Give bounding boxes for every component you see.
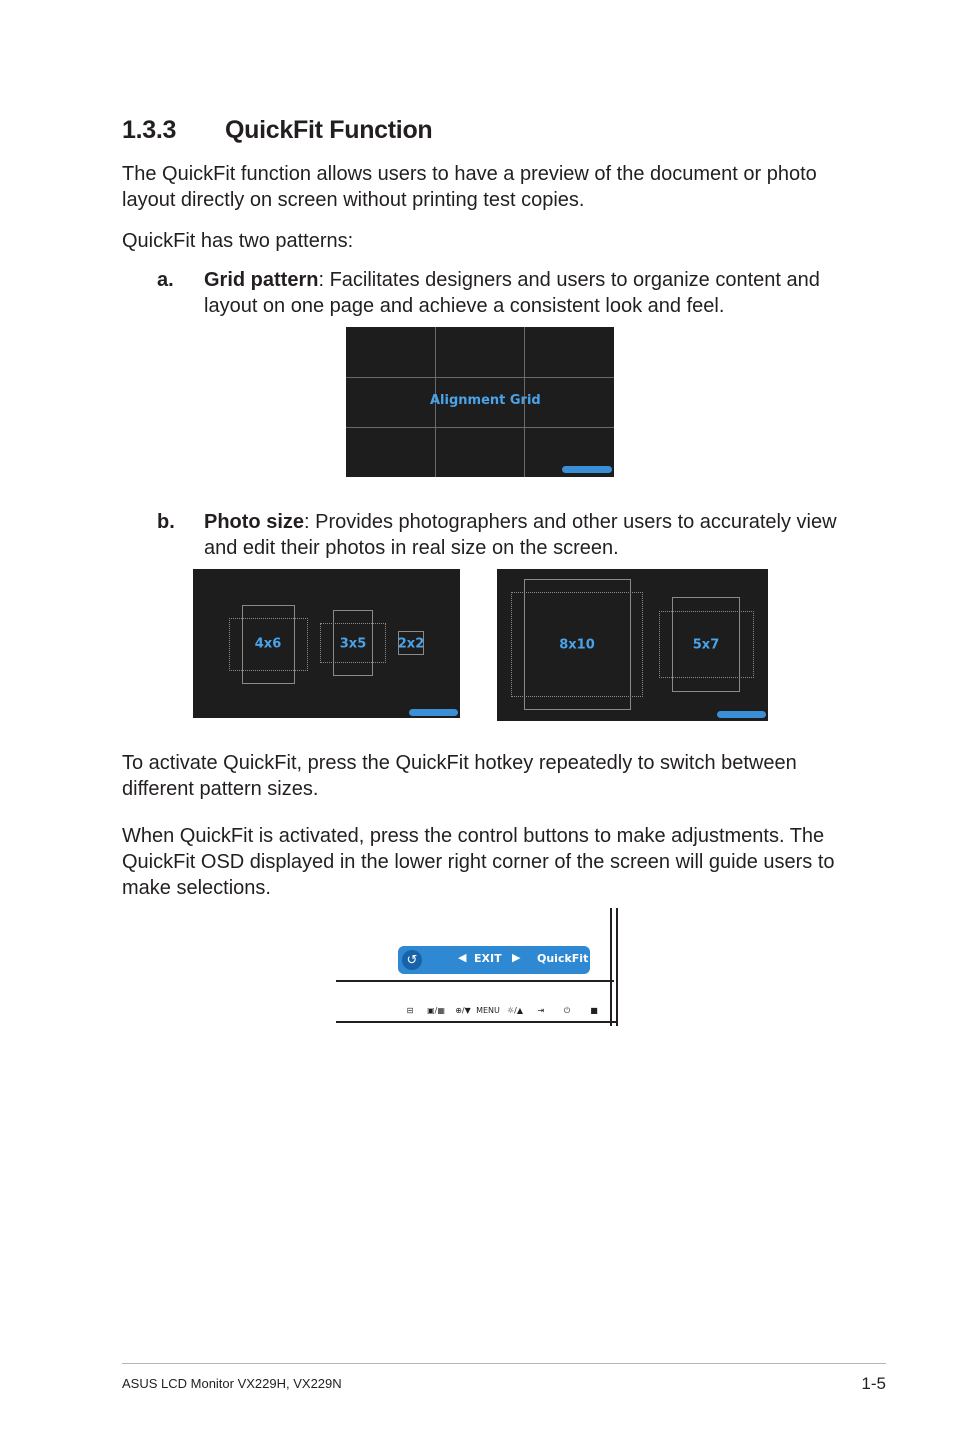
size-label-4x6: 4x6 [254, 636, 282, 652]
bezel-edge [336, 1021, 618, 1023]
menu-button-icon: MENU [476, 1006, 500, 1015]
item-term: Grid pattern [204, 269, 319, 291]
size-label-2x2: 2x2 [397, 636, 425, 652]
item-letter: a. [157, 269, 174, 291]
alignment-grid-label: Alignment Grid [430, 393, 541, 408]
patterns-intro: QuickFit has two patterns: [122, 230, 354, 252]
section-number: 1.3.3 [122, 116, 177, 144]
grid-line [346, 427, 614, 428]
footer-rule [122, 1363, 886, 1364]
input-button-icon: ⊟ [406, 1006, 414, 1015]
osd-paragraph: When QuickFit is activated, press the control buttons to make adjustments. The QuickFit OSD displayed in the lower right corner of the screen will guide users to make selections. [122, 825, 835, 899]
alignment-grid-screen [346, 327, 614, 477]
mini-osd-bar [717, 711, 766, 718]
size-label-8x10: 8x10 [559, 637, 595, 653]
splendid-button-icon: ▣/▦ [427, 1006, 445, 1015]
monitor-corner-illustration [336, 908, 620, 1026]
power-button-icon: ⏻ [563, 1006, 571, 1015]
left-arrow-icon: ◀ [458, 952, 467, 964]
item-text: : Provides photographers and other users to accurately view and edit their photos in real size on the screen. [204, 511, 837, 559]
brightness-button-icon: ☼/▲ [506, 1006, 524, 1015]
exit-label: EXIT [474, 952, 502, 965]
photo-size-screen-small [193, 569, 460, 718]
item-letter: b. [157, 511, 175, 533]
quickfit-osd-bar [398, 946, 590, 974]
intro-paragraph: The QuickFit function allows users to have a preview of the document or photo layout directly on screen without printing test copies. [122, 163, 817, 211]
photo-size-screen-large [497, 569, 768, 721]
quickfit-label: QuickFit [537, 952, 589, 965]
item-body [204, 509, 854, 561]
size-label-3x5: 3x5 [339, 636, 367, 652]
source-button-icon: ⇥ [537, 1006, 545, 1015]
mini-osd-bar [409, 709, 458, 716]
reset-icon: ↺ [402, 950, 422, 970]
page-number: 1-5 [861, 1374, 886, 1393]
footer-title: ASUS LCD Monitor VX229H, VX229N [122, 1376, 342, 1391]
right-arrow-icon: ▶ [512, 952, 521, 964]
mini-osd-bar [562, 466, 612, 473]
section-heading [122, 116, 432, 145]
bezel-edge [610, 908, 612, 1026]
bezel-edge [336, 980, 614, 982]
item-text: : Facilitates designers and users to organize content and layout on one page and achieve a consistent look and feel. [204, 269, 820, 317]
item-term: Photo size [204, 511, 305, 533]
section-title: QuickFit Function [225, 116, 433, 144]
grid-line [346, 377, 614, 378]
power-indicator-icon: ■ [590, 1006, 598, 1015]
size-label-5x7: 5x7 [692, 637, 720, 653]
volume-button-icon: ⊕/▼ [455, 1006, 471, 1015]
bezel-edge [616, 908, 618, 1026]
item-body [204, 267, 854, 319]
activate-paragraph: To activate QuickFit, press the QuickFit hotkey repeatedly to switch between different pattern sizes. [122, 752, 797, 800]
